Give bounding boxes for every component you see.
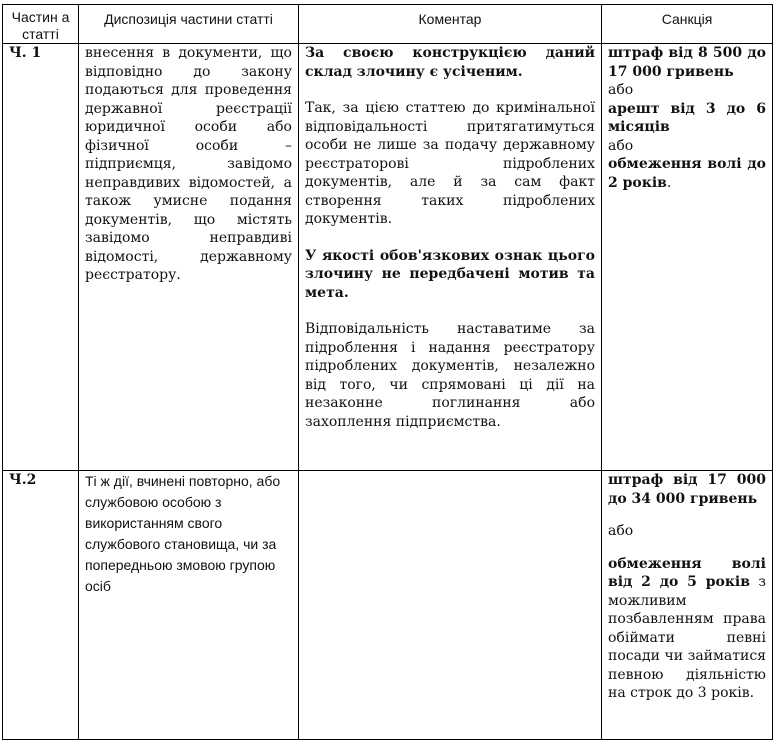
sanction-rest: з можливим позбавленням права обіймати певні посади чи займатися певною діяльністю на строк до 3 років.: [608, 574, 766, 701]
sanction-arrest: арешт від 3 до 6 місяців: [608, 100, 766, 135]
disposition-text: Ті ж дії, вчинені повторно, або службовою особою з використанням свого службового становища, чи за попередньою змовою групою осіб: [79, 471, 299, 740]
header-disposition: Диспозиція частини статті: [79, 5, 299, 44]
part-number: Ч.2: [3, 471, 79, 740]
article-table: [2, 4, 773, 740]
disposition-text: внесення в документи, що відповідно до закону подаються для проведення державної реєстрації юридичної особи або фізичної особи – підприємця, завідомо неправдивих відомостей, а також умисне подання документів, що містять завідомо неправдиві відомості, державному реєстратору.: [79, 44, 299, 471]
table-row: [3, 471, 773, 740]
comment-paragraph: Відповідальність наставатиме за підроблення і надання реєстратору підроблених документів, незалежно від того, чи спрямовані ці дії на незаконне поглинання або захоплення підприємства.: [305, 321, 595, 430]
sanction-period: .: [666, 174, 672, 191]
sanction-or: або: [608, 82, 634, 98]
sanction-restriction-line: [608, 555, 766, 703]
header-sanction: Санкція: [602, 5, 773, 44]
sanction-fine: штраф від 8 500 до 17 000 гривень: [608, 45, 766, 80]
part-number: Ч. 1: [3, 44, 79, 471]
sanction-cell: [602, 471, 773, 740]
comment-cell: [299, 471, 602, 740]
comment-cell: [299, 44, 602, 471]
sanction-restriction: обмеження волі до 2 років: [608, 156, 766, 191]
comment-paragraph: У якості обов'язкових ознак цього злочину не передбачені мотив та мета.: [305, 247, 595, 301]
sanction-or: або: [608, 523, 634, 539]
sanction-cell: [602, 44, 773, 471]
table-row: [3, 44, 773, 471]
sanction-restriction: обмеження волі від 2 до 5 років: [608, 555, 766, 590]
header-comment: Коментар: [299, 5, 602, 44]
header-row: [3, 5, 773, 44]
comment-paragraph: Так, за цією статтею до кримінальної відповідальності притягатимуться особи не лише за подачу державному реєстраторові підроблених документів, але й за сам факт створення таких підроблених документів.: [305, 100, 595, 227]
comment-paragraph: За своєю конструкцією даний склад злочину є усіченим.: [305, 45, 595, 80]
sanction-or: або: [608, 137, 634, 154]
sanction-restriction-line: [608, 155, 766, 192]
header-part: Частин а статті: [3, 5, 79, 44]
sanction-fine: штраф від 17 000 до 34 000 гривень: [608, 472, 766, 507]
